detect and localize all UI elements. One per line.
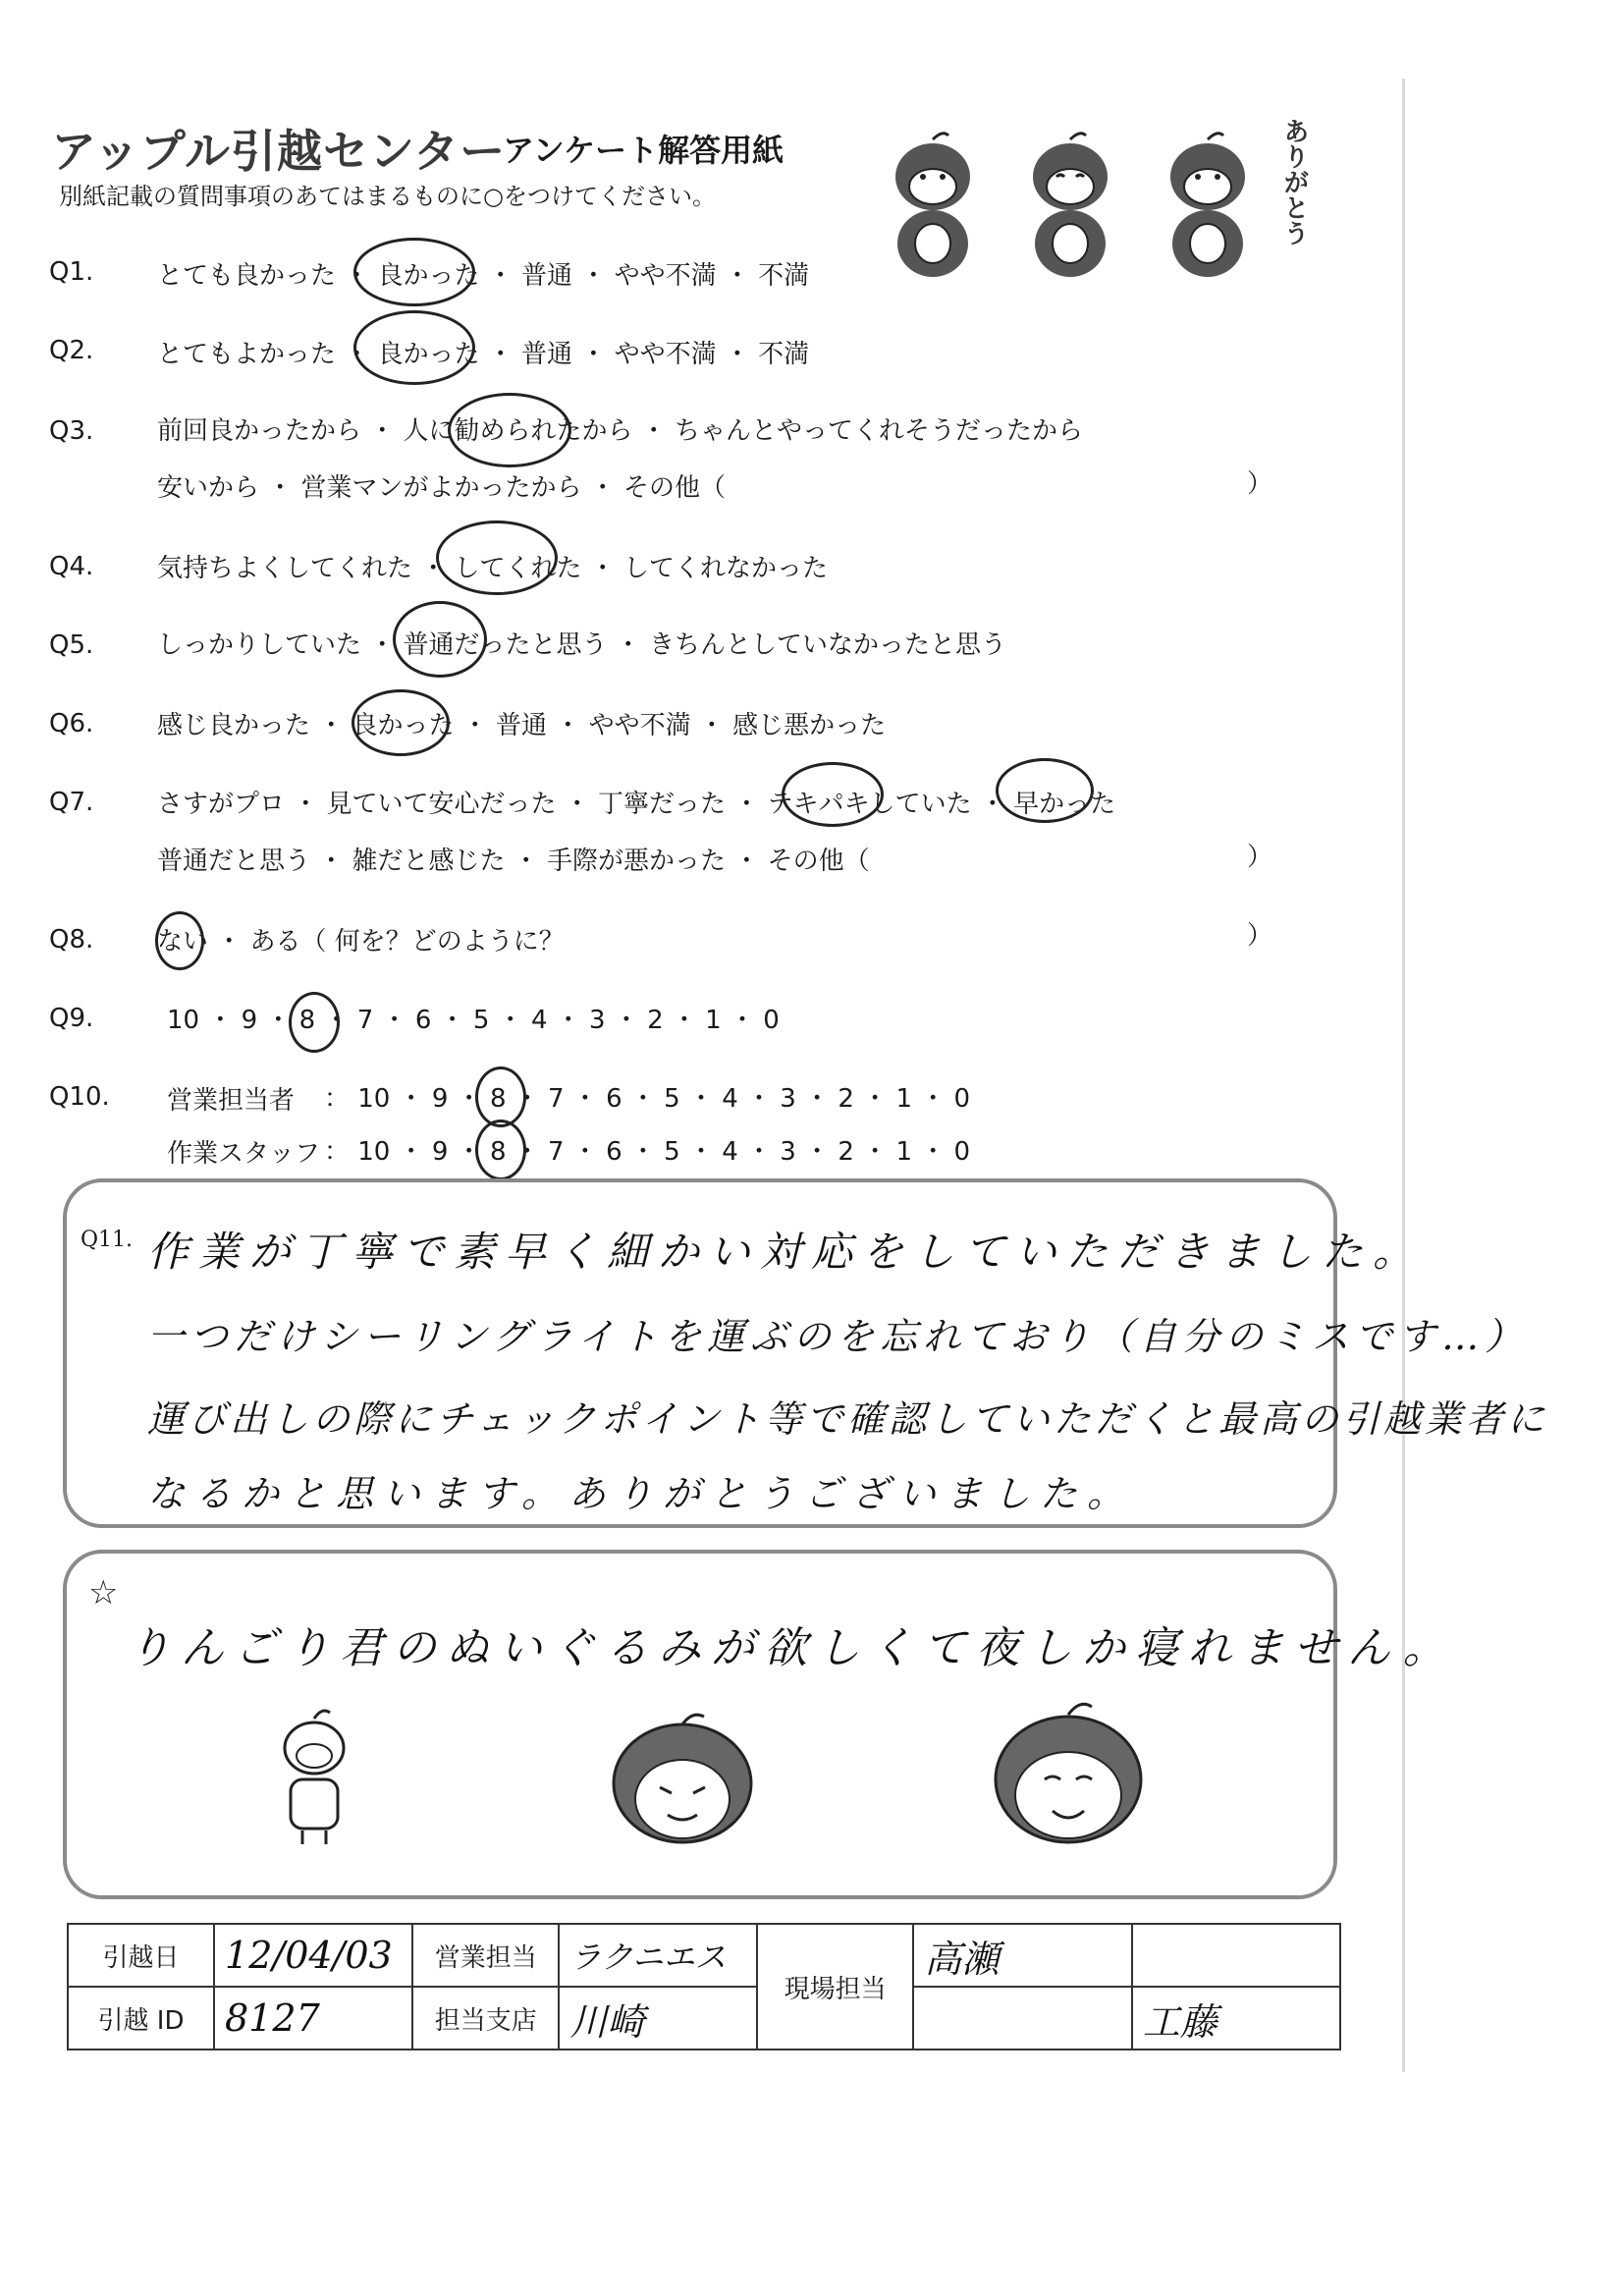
site-value-1[interactable]: 高瀬 [913,1924,1132,1987]
q11-comment-line: 一つだけシーリングライトを運ぶのを忘れており（自分のミスです…） [147,1315,1529,1358]
q6-label: Q6. [49,709,94,738]
mascot-illustration [854,108,1316,295]
site-value-2[interactable]: 工藤 [1132,1987,1340,2050]
q3-options-line1[interactable]: 前回良かったから ・ 人に勧められたから ・ ちゃんとやってくれそうだったから [157,416,1084,446]
q11-comment-line: 運び出しの際にチェックポイント等で確認していただくと最高の引越業者に [147,1397,1548,1441]
q4-options[interactable]: 気持ちよくしてくれた ・ してくれた ・ してくれなかった [157,554,829,583]
answer-circle [393,601,487,678]
company-title: アップル引越センター [51,125,507,178]
answer-circle [996,758,1094,823]
q3-options-line2[interactable]: 安いから ・ 営業マンがよかったから ・ その他（ [157,473,727,503]
answer-circle [352,689,450,756]
move-date-value[interactable]: 12/04/03 [214,1924,412,1987]
move-date-label: 引越日 [68,1924,214,1987]
q1-label: Q1. [49,257,94,287]
answer-circle [289,992,340,1053]
q9-scale[interactable]: 10 ・ 9 ・ 8 ・ 7 ・ 6 ・ 5 ・ 4 ・ 3 ・ 2 ・ 1 ・ 0 [167,1006,780,1035]
sales-value[interactable]: ラクニエス [559,1924,757,1987]
sales-label: 営業担当 [412,1924,559,1987]
gorilla-doodle-icon [265,1705,363,1852]
q8-options[interactable]: ない ・ ある（ 何を？どのように？ [157,927,565,957]
q2-options[interactable]: とてもよかった ・ 良かった ・ 普通 ・ やや不満 ・ 不満 [157,340,810,369]
q11-label: Q11. [81,1228,134,1252]
paper-edge [1402,79,1405,2072]
q9-label: Q9. [49,1004,94,1033]
mascot-caption: ありがとう [1279,118,1309,246]
extra-comment-text: りんごり君のぬいぐるみが欲しくて夜しか寝れません。 [128,1623,1456,1673]
q10-sales-label: 営業担当者 [167,1086,296,1116]
q3-label: Q3. [49,416,94,446]
q10-staff-label: 作業スタッフ [167,1139,321,1169]
q10-staff-scale[interactable]: ： 10 ・ 9 ・ 8 ・ 7 ・ 6 ・ 5 ・ 4 ・ 3 ・ 2 ・ 1 ・ 0 [324,1137,971,1167]
q3-close-paren: ） [1247,469,1273,499]
gorilla-face-doodle-icon [980,1695,1157,1862]
q5-options[interactable]: しっかりしていた ・ 普通だったと思う ・ きちんとしていなかったと思う [157,630,1007,660]
star-icon: ☆ [88,1573,119,1613]
q8-label: Q8. [49,925,94,955]
answer-circle [782,762,884,827]
answer-circle [475,1066,526,1127]
move-info-table [67,1923,1341,2050]
q2-label: Q2. [49,336,94,365]
gorilla-mascot-icon [1011,128,1129,285]
q4-label: Q4. [49,552,94,581]
q5-label: Q5. [49,630,94,660]
q7-close-paren: ） [1247,843,1273,872]
answer-circle [436,520,558,595]
answer-circle [475,1120,526,1180]
q10-sales-scale[interactable]: ： 10 ・ 9 ・ 8 ・ 7 ・ 6 ・ 5 ・ 4 ・ 3 ・ 2 ・ 1 ・ 0 [324,1084,971,1114]
form-subtitle: アンケート解答用紙 [503,132,784,169]
q11-comment-line: 作業が丁寧で素早く細かい対応をしていただきました。 [147,1228,1425,1276]
q11-comment-line: なるかと思います。ありがとうございました。 [147,1472,1134,1515]
empty-cell [1132,1924,1340,1987]
q7-options-line2[interactable]: 普通だと思う ・ 雑だと感じた ・ 手際が悪かった ・ その他（ [157,847,870,876]
move-id-label: 引越 ID [68,1987,214,2050]
answer-circle [155,911,204,970]
branch-value[interactable]: 川崎 [559,1987,757,2050]
q7-options-line1[interactable]: さすがプロ ・ 見ていて安心だった ・ 丁寧だった ・ テキパキしていた ・ 早かった [157,790,1116,819]
gorilla-face-doodle-icon [599,1705,766,1862]
answer-circle [353,310,475,385]
move-id-value[interactable]: 8127 [214,1987,412,2050]
q8-close-paren: ） [1247,921,1273,951]
empty-cell [913,1987,1132,2050]
q10-label: Q10. [49,1082,110,1112]
answer-circle [448,393,571,467]
q1-options[interactable]: とても良かった ・ 良かった ・ 普通 ・ やや不満 ・ 不満 [157,261,810,291]
q7-label: Q7. [49,788,94,817]
gorilla-mascot-icon [1149,128,1267,285]
answer-circle [353,238,475,306]
site-label: 現場担当 [757,1924,914,2050]
q6-options[interactable]: 感じ良かった ・ 良かった ・ 普通 ・ やや不満 ・ 感じ悪かった [157,711,887,740]
gorilla-mascot-icon [874,128,992,285]
instruction-text: 別紙記載の質問事項のあてはまるものに○をつけてください。 [59,183,716,210]
branch-label: 担当支店 [412,1987,559,2050]
